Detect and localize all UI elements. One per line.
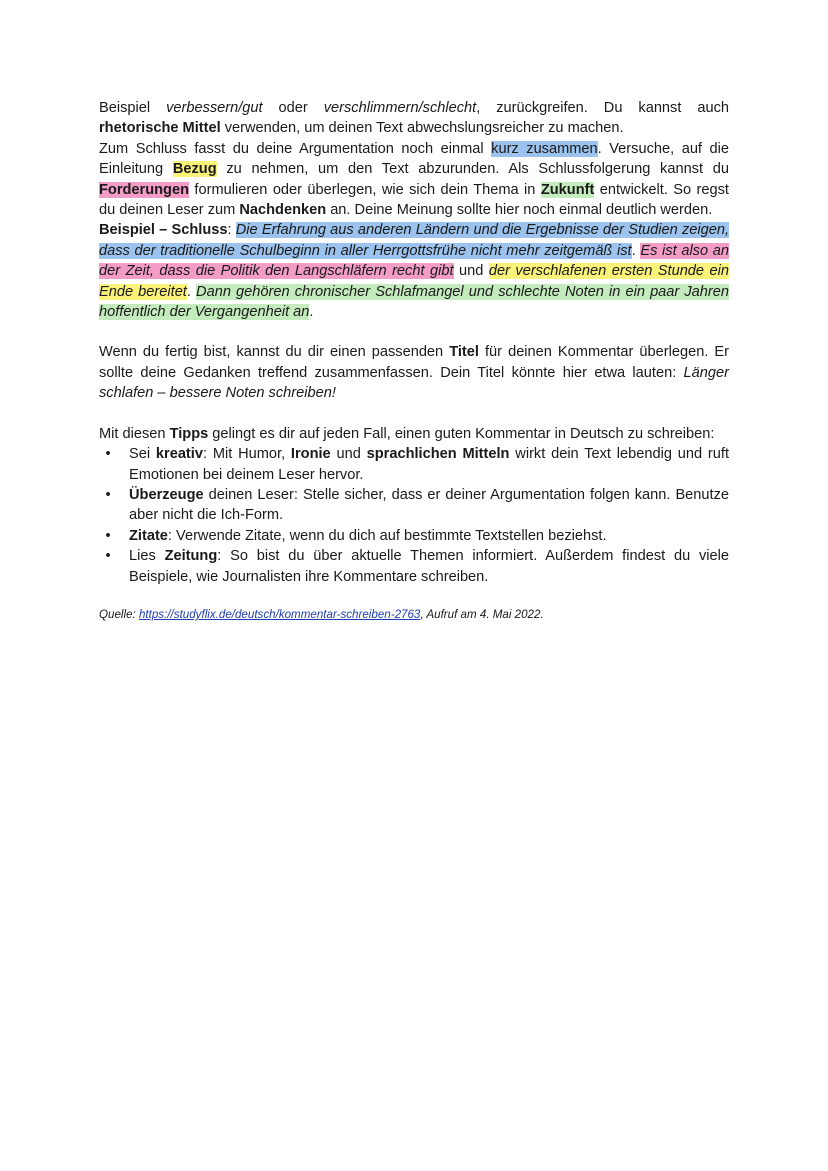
paragraph-spacer: [99, 404, 729, 424]
bold-term: Zeitung: [164, 548, 218, 565]
text-run: formulieren oder überlegen, wie sich dein Thema in: [189, 181, 541, 198]
highlight-example-future: Dann gehören chronischer Schlafmangel und schlechte Noten in ein paar Jahren hoffentlich der Vergangenheit an: [99, 283, 730, 321]
paragraph-title-advice: [99, 342, 729, 403]
text-run: wirkt dein Text lebendig und ruft Emotionen bei deinem Leser hervor.: [129, 446, 729, 483]
text-run: und: [330, 446, 367, 463]
italic-term: verschlimmern/schlecht: [323, 100, 477, 116]
bold-term: sprachlichen Mitteln: [366, 446, 510, 463]
paragraph-tips-intro: [99, 424, 729, 444]
text-run: .: [186, 283, 197, 300]
highlight-example-reference: der verschlafenen ersten Stunde ein Ende bereitet: [99, 263, 729, 300]
example-heading: Beispiel – Schluss: [99, 222, 228, 239]
list-item: [99, 485, 729, 526]
example-title: Länger schlafen – bessere Noten schreiben!: [99, 364, 729, 402]
bold-term: rhetorische Mittel: [99, 120, 221, 137]
list-item: [99, 444, 729, 485]
bold-term: Titel: [449, 344, 479, 361]
bullet-icon: •: [105, 486, 111, 503]
source-suffix: , Aufruf am 4. Mai 2022.: [420, 607, 544, 621]
source-citation: [99, 607, 729, 623]
highlight-reference: Bezug: [172, 161, 217, 178]
bullet-icon: •: [105, 446, 111, 463]
text-run: zu nehmen, um den Text abzurunden. Als Schlussfolgerung kannst du: [216, 161, 729, 178]
text-run: Sei: [129, 446, 156, 463]
highlight-summary: kurz zusammen: [491, 140, 598, 157]
source-prefix: Quelle:: [99, 607, 139, 621]
text-run: und: [453, 263, 489, 280]
text-run: verwenden, um deinen Text abwechslungsreicher zu machen.: [220, 120, 624, 137]
tips-list: [99, 444, 729, 587]
text-run: Zum Schluss fasst du deine Argumentation noch einmal: [99, 140, 492, 157]
bullet-icon: •: [105, 548, 111, 565]
bold-term: Zitate: [129, 527, 168, 544]
list-item: [99, 526, 729, 546]
paragraph-conclusion-example: [99, 220, 729, 322]
text-run: : So bist du über aktuelle Themen informiert. Außerdem findest du viele Beispiele, wie Journalisten ihre Kommentare schreiben.: [129, 548, 729, 585]
text-run: . Versuche, auf die Einleitung: [99, 140, 730, 178]
text-run: deinen Leser: Stelle sicher, dass er deiner Argumentation folgen kann. Benutze aber nicht die Ich-Form.: [129, 486, 729, 524]
bold-term: Überzeuge: [129, 486, 204, 503]
highlight-demands: Forderungen: [99, 181, 189, 198]
italic-term: verbessern/gut: [166, 100, 263, 116]
text-run: gelingt es dir auf jeden Fall, einen guten Kommentar in Deutsch zu schreiben:: [208, 425, 715, 442]
bullet-icon: •: [105, 527, 111, 544]
highlight-future: Zukunft: [540, 181, 595, 198]
bold-term: kreativ: [155, 446, 203, 463]
paragraph-spacer: [99, 322, 729, 342]
source-link[interactable]: https://studyflix.de/deutsch/kommentar-schreiben-2763: [138, 607, 421, 621]
document-body: [99, 98, 729, 635]
text-run: Beispiel: [99, 100, 167, 116]
text-run: .: [309, 304, 314, 321]
text-run: : Verwende Zitate, wenn du dich auf bestimmte Textstellen beziehst.: [167, 527, 607, 544]
text-run: an. Deine Meinung sollte hier noch einmal deutlich werden.: [326, 202, 713, 219]
text-run: :: [227, 222, 236, 239]
bold-term: Ironie: [290, 446, 331, 463]
list-item: [99, 546, 729, 587]
paragraph-conclusion-advice: [99, 139, 729, 221]
text-run: Mit diesen: [99, 425, 170, 442]
text-run: , zurückgreifen. Du kannst auch: [476, 100, 729, 116]
text-run: .: [631, 242, 641, 259]
text-run: oder: [262, 100, 324, 116]
text-run: für deinen Kommentar überlegen. Er sollte deine Gedanken treffend zusammenfassen. Dein Titel könnte hier etwa lauten:: [99, 344, 730, 381]
text-run: entwickelt. So regst du deinen Leser zum: [99, 181, 729, 219]
paragraph-word-choice: [99, 98, 729, 139]
text-run: Wenn du fertig bist, kannst du dir einen passenden: [99, 344, 450, 361]
bold-term: Nachdenken: [239, 202, 327, 219]
text-run: : Mit Humor,: [202, 446, 291, 463]
highlight-example-demand: Es ist also an der Zeit, dass die Politik den Langschläfern recht gibt: [99, 242, 730, 280]
bold-term: Tipps: [169, 425, 209, 442]
text-run: Lies: [129, 548, 165, 565]
highlight-example-summary: Die Erfahrung aus anderen Ländern und die Ergebnisse der Studien zeigen, dass der traditionelle Schulbeginn in aller Herrgottsfrühe nicht mehr zeitgemäß ist: [99, 222, 730, 259]
